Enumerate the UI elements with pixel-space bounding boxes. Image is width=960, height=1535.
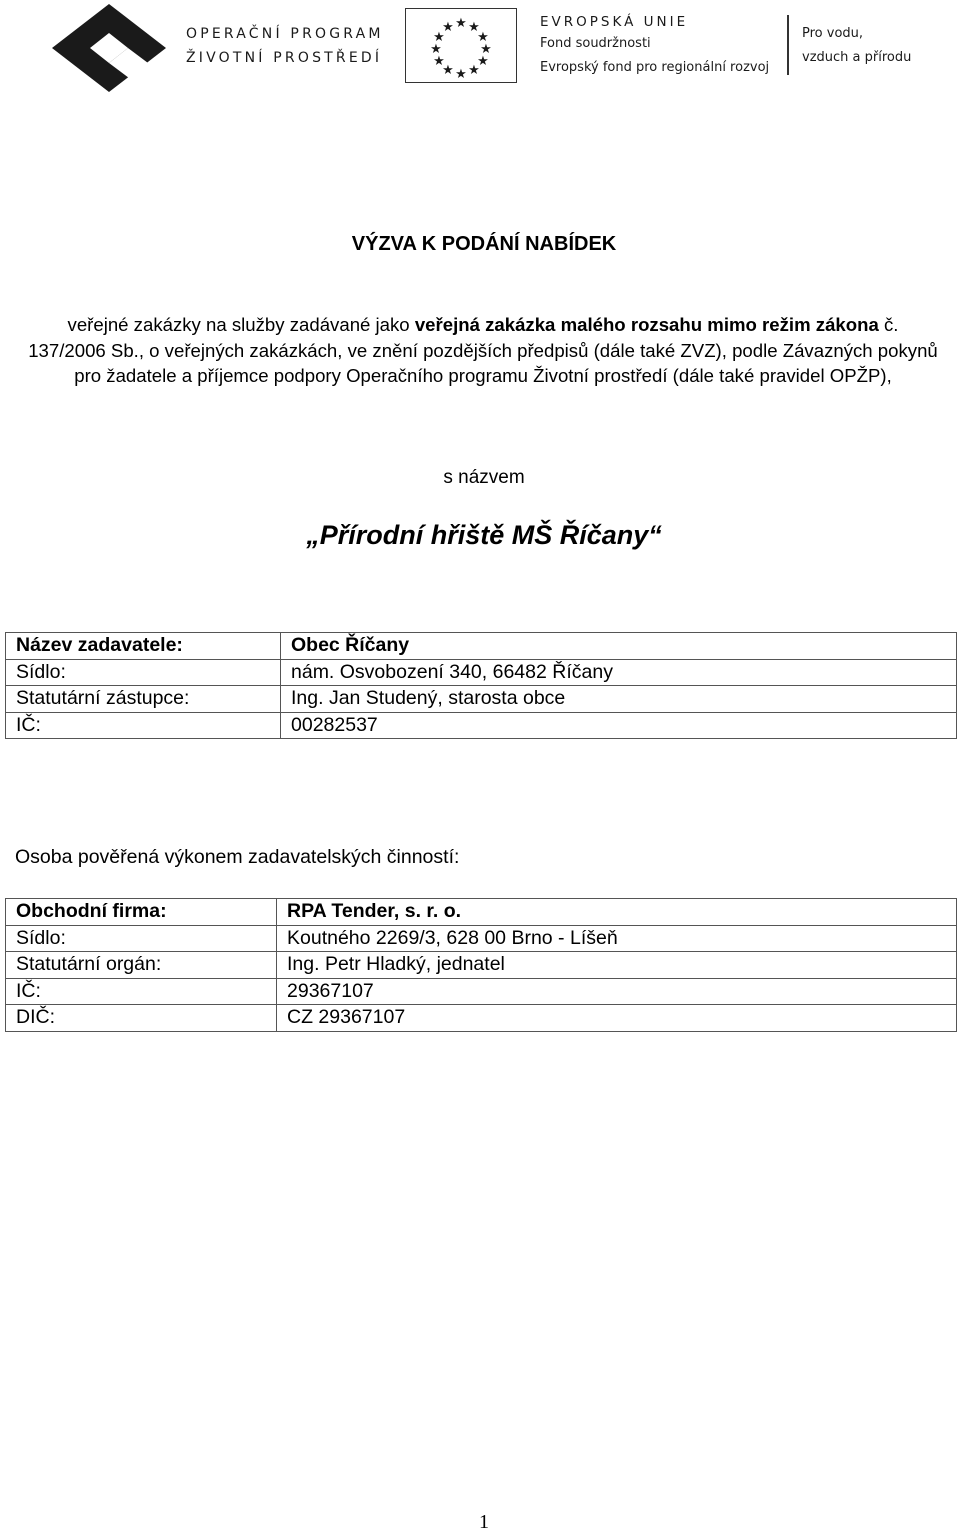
slogan-line1: Pro vodu, <box>802 26 864 41</box>
osoba-heading: Osoba pověřená výkonem zadavatelských činností: <box>15 846 460 868</box>
ic-value: 00282537 <box>281 712 957 739</box>
intro-part2: č. 137/2006 Sb., o veřejných zakázkách, ve znění pozdějších předpisů (dále také ZVZ), podle Závazných pokynů pro žadatele a příjemce podpory Operačního programu Životní prostředí (dále také pravidel OPŽP), <box>28 314 938 386</box>
svg-text:★: ★ <box>477 54 489 69</box>
op-zp-logo-text <box>186 22 384 70</box>
table-row <box>6 952 957 979</box>
statutarni-zastupce-label: Statutární zástupce: <box>6 686 281 713</box>
zadavatel-value: Obec Říčany <box>281 633 957 660</box>
svg-text:★: ★ <box>433 54 445 69</box>
table-row <box>6 899 957 926</box>
intro-paragraph <box>28 312 938 389</box>
statutarni-organ-label: Statutární orgán: <box>6 952 277 979</box>
project-name: „Přírodní hřiště MŠ Říčany“ <box>306 520 662 550</box>
svg-text:★: ★ <box>455 16 467 31</box>
table-row <box>6 1005 957 1032</box>
table-row <box>6 978 957 1005</box>
ic-label: IČ: <box>6 978 277 1005</box>
svg-text:★: ★ <box>430 42 442 57</box>
eu-line3: Evropský fond pro regionální rozvoj <box>540 60 770 75</box>
page-number: 1 <box>479 1511 489 1533</box>
s-nazvem: s názvem <box>443 467 525 488</box>
eu-logo-text <box>540 12 769 80</box>
eu-flag-icon <box>405 8 517 83</box>
sidlo-label: Sídlo: <box>6 925 277 952</box>
dic-value: CZ 29367107 <box>277 1005 957 1032</box>
slogan <box>802 22 911 70</box>
op-zp-logo-icon <box>50 2 168 94</box>
table-row <box>6 925 957 952</box>
svg-text:★: ★ <box>433 30 445 45</box>
statutarni-zastupce-value: Ing. Jan Studený, starosta obce <box>281 686 957 713</box>
svg-text:★: ★ <box>442 63 454 78</box>
table-row <box>6 712 957 739</box>
table-row <box>6 659 957 686</box>
table-row <box>6 633 957 660</box>
obchodni-firma-value: RPA Tender, s. r. o. <box>277 899 957 926</box>
intro-part1: veřejné zakázky na služby zadávané jako <box>67 314 415 335</box>
sidlo-value: Koutného 2269/3, 628 00 Brno - Líšeň <box>277 925 957 952</box>
sidlo-label: Sídlo: <box>6 659 281 686</box>
slogan-line2: vzduch a přírodu <box>802 50 912 65</box>
svg-text:★: ★ <box>455 67 467 81</box>
eu-line1: EVROPSKÁ UNIE <box>540 14 689 30</box>
ic-value: 29367107 <box>277 978 957 1005</box>
zadavatel-table <box>5 632 957 739</box>
zadavatel-label: Název zadavatele: <box>6 633 281 660</box>
op-line1: OPERAČNÍ PROGRAM <box>186 26 384 42</box>
svg-text:★: ★ <box>477 30 489 45</box>
obchodni-firma-label: Obchodní firma: <box>6 899 277 926</box>
svg-text:★: ★ <box>468 63 480 78</box>
osoba-table <box>5 898 957 1032</box>
svg-text:★: ★ <box>442 20 454 35</box>
intro-bold: veřejná zakázka malého rozsahu mimo režim zákona <box>414 314 879 335</box>
ic-label: IČ: <box>6 712 281 739</box>
svg-text:★: ★ <box>480 42 492 57</box>
dic-label: DIČ: <box>6 1005 277 1032</box>
eu-line2: Fond soudržnosti <box>540 36 651 51</box>
svg-text:★: ★ <box>468 20 480 35</box>
statutarni-organ-value: Ing. Petr Hladký, jednatel <box>277 952 957 979</box>
table-row <box>6 686 957 713</box>
op-line2: ŽIVOTNÍ PROSTŘEDÍ <box>186 50 383 66</box>
header-divider <box>787 15 789 75</box>
sidlo-value: nám. Osvobození 340, 66482 Říčany <box>281 659 957 686</box>
document-title: VÝZVA K PODÁNÍ NABÍDEK <box>351 233 617 255</box>
